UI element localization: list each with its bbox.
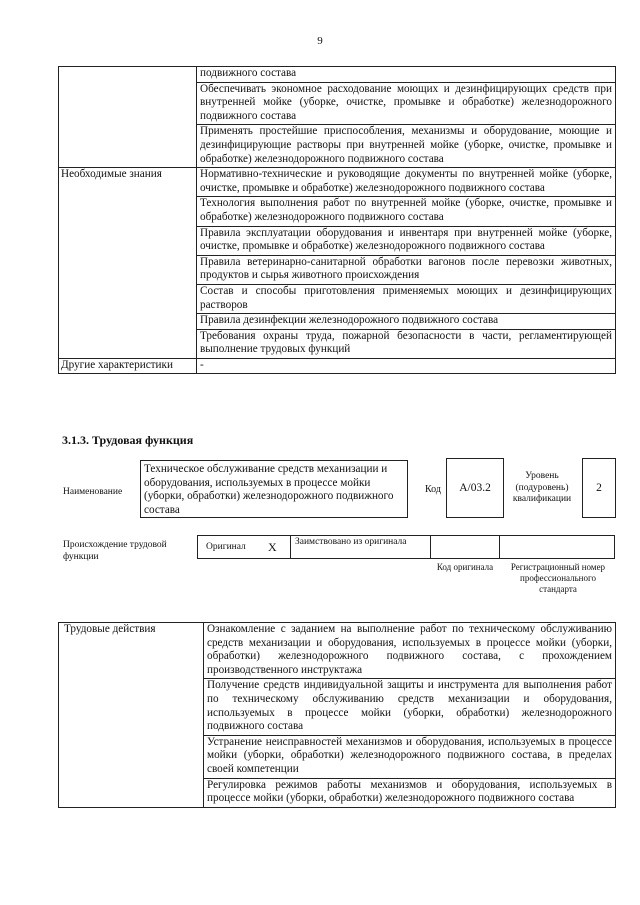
row-text: Применять простейшие приспособления, механизмы и оборудование, моющие и дезинфицирующие растворы при внутренней мойке (уборке, очистке, промывке и обработке) железнодорожного подвижного состава bbox=[197, 125, 616, 168]
original-label: Оригинал bbox=[206, 542, 246, 552]
borrowed-label: Заимствовано из оригинала bbox=[295, 537, 407, 547]
row-text: подвижного состава bbox=[197, 67, 616, 83]
registration-number-caption: Регистрационный номер профессионального стандарта bbox=[510, 562, 606, 594]
registration-number-cell bbox=[499, 535, 615, 559]
section-title: 3.1.3. Трудовая функция bbox=[62, 433, 194, 447]
origin-code-cell bbox=[430, 535, 500, 559]
code-label: Код bbox=[425, 484, 441, 495]
row-text: Регулировка режимов работы механизмов и оборудования, используемых в процессе мойки (уборки, обработки) железнодорожного подвижного состава bbox=[204, 778, 616, 807]
labor-actions-table bbox=[58, 622, 616, 808]
borrowed-cell bbox=[290, 535, 431, 559]
code-value: А/03.2 bbox=[446, 458, 504, 518]
row-text: Требования охраны труда, пожарной безопасности в части, регламентирующей выполнение трудовых функций bbox=[197, 329, 616, 358]
skills-knowledge-table bbox=[58, 66, 616, 374]
original-cell bbox=[197, 535, 291, 559]
name-label: Наименование bbox=[63, 487, 123, 497]
row-text: Состав и способы приготовления применяемых моющих и дезинфицирующих растворов bbox=[197, 284, 616, 313]
row-text: Правила ветеринарно-санитарной обработки вагонов после перевозки животных, продуктов и сырья животного происхождения bbox=[197, 255, 616, 284]
other-characteristics-label: Другие характеристики bbox=[59, 358, 197, 374]
table-row bbox=[59, 623, 616, 679]
row-label bbox=[59, 67, 197, 168]
original-mark: X bbox=[268, 540, 277, 554]
level-label: Уровень (подуровень) квалификации bbox=[512, 471, 572, 504]
row-text: Ознакомление с заданием на выполнение работ по техническому обслуживанию средств механизации и оборудования, используемых в процессе мойки (уборки, обработки) железнодорожного подвижного состава, с прохождением производственного инструктажа bbox=[204, 623, 616, 679]
row-text: Нормативно-технические и руководящие документы по внутренней мойке (уборке, очистке, промывке и обработке) железнодорожного подвижного состава bbox=[197, 168, 616, 197]
required-knowledge-label: Необходимые знания bbox=[59, 168, 197, 359]
row-text: - bbox=[197, 358, 616, 374]
origin-code-caption: Код оригинала bbox=[436, 562, 494, 572]
table-row bbox=[59, 67, 616, 83]
row-text: Технология выполнения работ по внутренней мойке (уборке, очистке, промывке и обработке) железнодорожного подвижного состава bbox=[197, 197, 616, 226]
row-text: Обеспечивать экономное расходование моющих и дезинфицирующих средств при внутренней мойке (уборке, очистке, промывке и обработке) железнодорожного подвижного состава bbox=[197, 82, 616, 125]
row-text: Правила дезинфекции железнодорожного подвижного состава bbox=[197, 314, 616, 330]
row-text: Правила эксплуатации оборудования и инвентаря при внутренней мойке (уборке, очистке, промывке и обработке) железнодорожного подвижного состава bbox=[197, 226, 616, 255]
function-name-value: Техническое обслуживание средств механизации и оборудования, используемых в процессе мойки (уборки, обработки) железнодорожного подвижного состава bbox=[140, 460, 408, 518]
level-value: 2 bbox=[582, 458, 616, 518]
origin-label: Происхождение трудовой функции bbox=[63, 540, 167, 562]
row-text: Устранение неисправностей механизмов и оборудования, используемых в процессе мойки (уборки, обработки) железнодорожного подвижного состава, в пределах своей компетенции bbox=[204, 735, 616, 778]
table-row bbox=[59, 358, 616, 374]
labor-actions-label: Трудовые действия bbox=[59, 623, 204, 808]
page-number: 9 bbox=[317, 35, 323, 47]
row-text: Получение средств индивидуальной защиты и инструмента для выполнения работ по техническому обслуживанию средств механизации и оборудования, используемых в процессе мойки (уборки, обработки) железнодорожного подвижного состава bbox=[204, 679, 616, 735]
table-row bbox=[59, 168, 616, 197]
